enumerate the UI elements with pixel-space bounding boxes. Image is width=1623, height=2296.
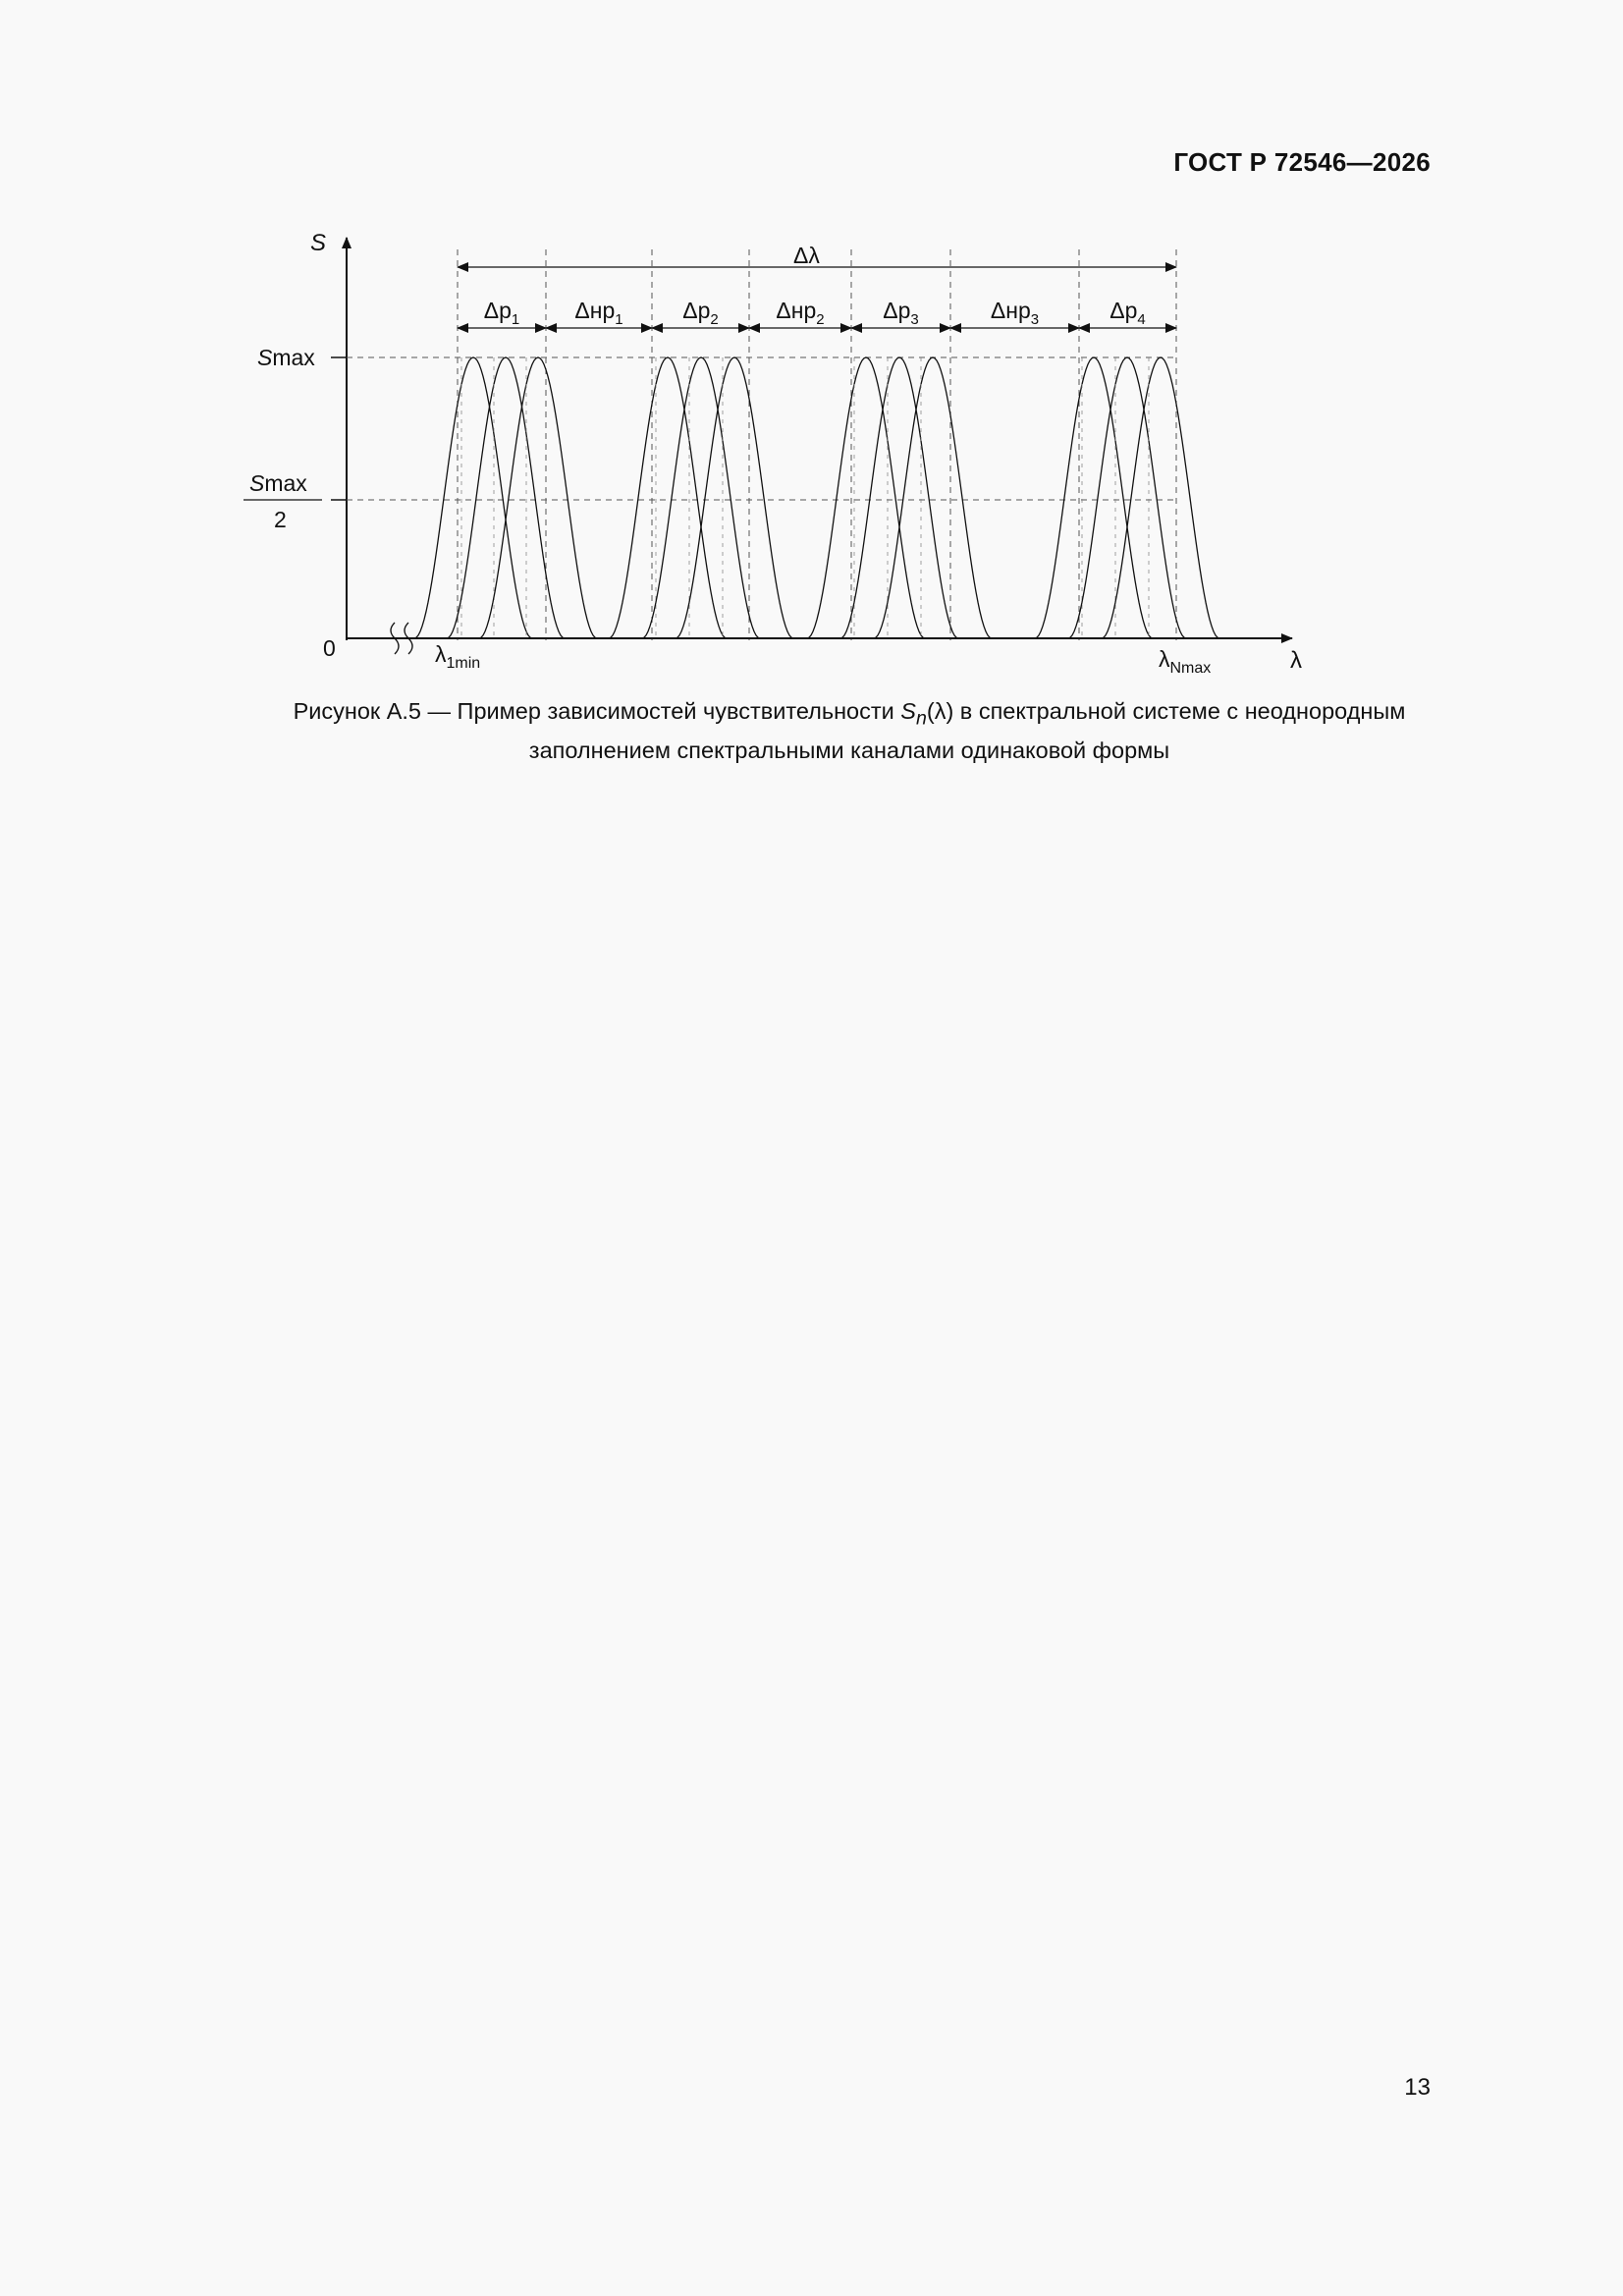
channel-curve-2-2 — [642, 357, 760, 638]
interval-label-2: Δнр$_1$ — [574, 298, 623, 328]
channel-curve-4-2 — [1068, 357, 1186, 638]
channel-curve-2-1 — [609, 357, 727, 638]
channel-curve-4-1 — [1035, 357, 1153, 638]
interval-label-4: Δнр$_2$ — [776, 298, 825, 328]
caption-paren: (λ) — [926, 698, 954, 724]
x-axis-label: λ — [1290, 647, 1302, 674]
y-axis-label: S — [310, 230, 327, 256]
channel-curve-3-3 — [874, 357, 992, 638]
smax-half-numerator: Smax — [249, 470, 307, 496]
caption-s-symbol: S — [900, 698, 916, 724]
boundary-lines — [458, 249, 1176, 640]
page-number: 13 — [1404, 2074, 1431, 2101]
interval-label-6: Δнр$_3$ — [990, 298, 1040, 328]
interval-arrows — [458, 298, 1176, 328]
figure-caption — [147, 695, 1551, 766]
sensitivity-figure — [0, 0, 1623, 766]
caption-n-subscript: n — [915, 707, 927, 730]
caption-text-end: в спектральной системе с неоднородным — [953, 698, 1406, 724]
interval-label-7: $\Delta р_4$ — [1109, 298, 1146, 328]
smax-label: Smax — [257, 345, 315, 370]
channel-curve-3-2 — [840, 357, 958, 638]
interval-label-1: $\Delta р_1$ — [483, 298, 520, 328]
channel-curve-3-1 — [807, 357, 925, 638]
origin-label: 0 — [323, 635, 336, 661]
document-code: ГОСТ Р 72546—2026 — [1173, 147, 1431, 177]
channel-curve-1-2 — [447, 357, 565, 638]
caption-line-2: заполнением спектральными каналами одинаковой формы — [528, 737, 1170, 763]
channel-curve-4-3 — [1102, 357, 1219, 638]
channel-curve-2-3 — [676, 357, 793, 638]
range-label: Δλ — [793, 243, 820, 268]
caption-text-start: Рисунок А.5 — Пример зависимостей чувствительности — [293, 698, 901, 724]
channel-curve-1-3 — [479, 357, 597, 638]
lambda-nmax-label: $\lambda_{Nmax}$ — [1159, 646, 1212, 677]
lambda-1min-label: $\lambda_{1min}$ — [435, 641, 481, 672]
interval-label-5: $\Delta р_3$ — [883, 298, 919, 328]
smax-half-denominator: 2 — [274, 507, 287, 532]
interval-label-3: $\Delta р_2$ — [682, 298, 719, 328]
channel-curve-1-1 — [414, 357, 532, 638]
sensitivity-curves — [412, 357, 1219, 638]
